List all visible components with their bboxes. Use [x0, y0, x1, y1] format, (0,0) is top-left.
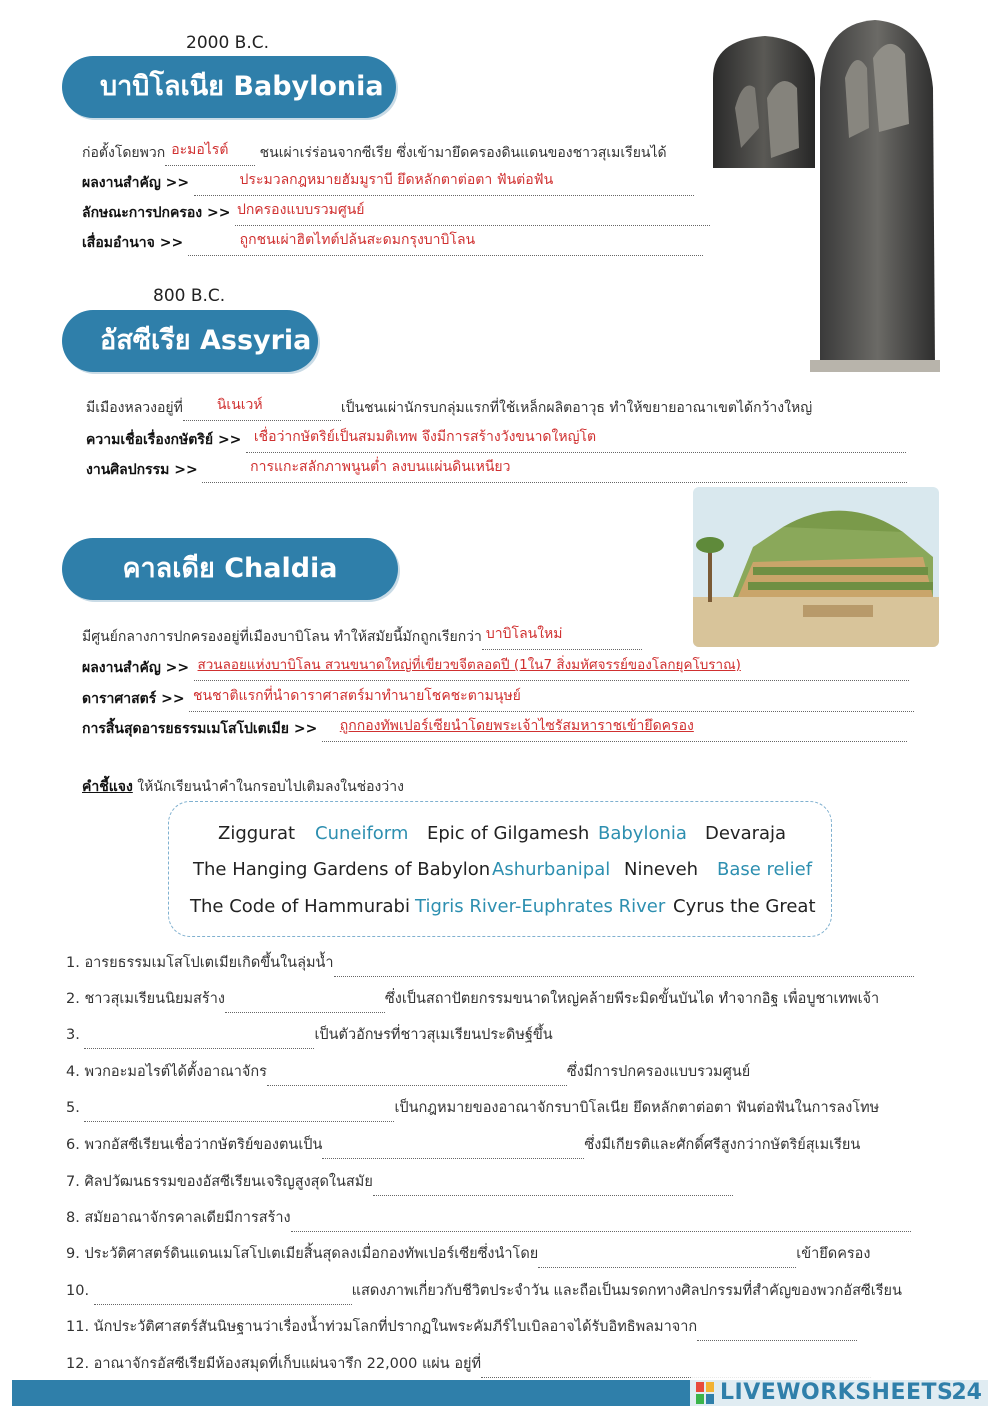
question-9-blank[interactable] — [538, 1251, 796, 1268]
word-bank-item: Ziggurat — [218, 823, 296, 844]
chaldia-center-blank — [482, 626, 642, 650]
liveworksheets-logo-icon — [696, 1382, 714, 1404]
question-number: 7. — [66, 1174, 80, 1190]
question-11 — [66, 1313, 857, 1341]
question-1-blank[interactable] — [334, 960, 914, 977]
question-10-blank[interactable] — [94, 1288, 352, 1305]
assyria-title: อัสซีเรีย Assyria — [62, 310, 318, 372]
chaldia-astro-label: ดาราศาสตร์ >> — [82, 691, 185, 707]
word-bank-item: Cyrus the Great — [673, 896, 816, 917]
assyria-capital-blank — [183, 397, 341, 421]
word-bank-item: The Code of Hammurabi — [190, 896, 410, 917]
word-bank-item: Epic of Gilgamesh — [427, 823, 590, 844]
assyria-belief-blank — [246, 429, 906, 453]
question-number: 4. — [66, 1064, 80, 1080]
question-text: พวกอะมอไรต์ได้ตั้งอาณาจักร — [84, 1064, 267, 1080]
chaldia-end-answer: ถูกกองทัพเปอร์เซียนำโดยพระเจ้าไซรัสมหาราชเข้ายึดครอง — [339, 718, 694, 734]
word-bank-item: Babylonia — [598, 823, 687, 844]
question-text: ชาวสุเมเรียนนิยมสร้าง — [84, 991, 225, 1007]
question-text: สมัยอาณาจักรคาลเดียมีการสร้าง — [84, 1210, 291, 1226]
question-12 — [66, 1350, 871, 1378]
question-number: 5. — [66, 1100, 80, 1116]
hanging-gardens-image — [693, 487, 939, 647]
question-9 — [66, 1240, 870, 1268]
word-bank-item: Tigris River-Euphrates River — [415, 896, 666, 917]
instructions-text: ให้นักเรียนนำคำในกรอบไปเติมลงในช่องว่าง — [137, 779, 404, 795]
question-text-after: ซึ่งมีเกียรติและศักดิ์ศรีสูงกว่ากษัตริย์สุเมเรียน — [584, 1137, 861, 1153]
footer-brand: LIVEWORKSHEETS — [720, 1380, 954, 1405]
question-4-blank[interactable] — [267, 1069, 567, 1086]
question-2-blank[interactable] — [225, 996, 385, 1013]
question-text-after: เป็นตัวอักษรที่ชาวสุเมเรียนประดิษฐ์ขึ้น — [314, 1027, 553, 1043]
instructions — [82, 774, 404, 800]
assyria-art-blank — [202, 459, 907, 483]
chaldia-center-label: มีศูนย์กลางการปกครองอยู่ที่เมืองบาบิโลน ทำให้สมัยนี้มักถูกเรียกว่า — [82, 629, 482, 645]
question-number: 9. — [66, 1246, 80, 1262]
question-3 — [66, 1021, 553, 1049]
question-text: อารยธรรมเมโสโปเตเมียเกิดขึ้นในลุ่มน้ำ — [84, 955, 334, 971]
babylonia-founder-blank — [165, 142, 255, 166]
question-number: 10. — [66, 1283, 90, 1299]
babylonia-decline-answer: ถูกชนเผ่าฮิตไทต์ปล้นสะดมกรุงบาบิโลน — [239, 232, 476, 248]
question-11-blank[interactable] — [697, 1324, 857, 1341]
question-text-after: ซึ่งเป็นสถาปัตยกรรมขนาดใหญ่คล้ายพีระมิดขั้นบันได ทำจากอิฐ เพื่อบูชาเทพเจ้า — [384, 991, 880, 1007]
chaldia-end-blank — [322, 718, 907, 742]
question-text: ประวัติศาสตร์ดินแดนเมโสโปเตเมียสิ้นสุดลงเมื่อกองทัพเปอร์เซียซึ่งนำโดย — [84, 1246, 539, 1262]
chaldia-astro-blank — [189, 688, 914, 712]
assyria-art-answer: การแกะสลักภาพนูนต่ำ ลงบนแผ่นดินเหนียว — [250, 459, 511, 475]
assyria-capital-desc: เป็นชนเผ่านักรบกลุ่มแรกที่ใช้เหล็กผลิตอาวุธ ทำให้ขยายอาณาเขตได้กว้างใหญ่ — [340, 400, 813, 416]
question-text-after: ซึ่งมีการปกครองแบบรวมศูนย์ — [566, 1064, 751, 1080]
babylonia-govern-label: ลักษณะการปกครอง >> — [82, 205, 231, 221]
footer-brand-badge — [690, 1376, 988, 1410]
babylonia-founder-label: ก่อตั้งโดยพวก — [82, 145, 166, 161]
question-6-blank[interactable] — [322, 1142, 584, 1159]
assyria-capital-label: มีเมืองหลวงอยู่ที่ — [86, 400, 183, 416]
page-number: 24 — [951, 1380, 982, 1405]
assyria-art-line — [86, 457, 907, 483]
question-5 — [66, 1094, 879, 1122]
question-text-after: เป็นกฎหมายของอาณาจักรบาบิโลเนีย ยึดหลักตาต่อตา ฟันต่อฟันในการลงโทษ — [394, 1100, 880, 1116]
question-number: 8. — [66, 1210, 80, 1226]
question-7-blank[interactable] — [373, 1179, 733, 1196]
question-number: 11. — [66, 1319, 90, 1335]
word-bank-item: Base relief — [717, 859, 813, 880]
assyria-capital-answer: นิเนเวห์ — [216, 397, 263, 413]
question-2 — [66, 985, 879, 1013]
question-7 — [66, 1168, 733, 1196]
babylonia-title: บาบิโลเนีย Babylonia — [62, 56, 396, 118]
assyria-belief-line — [86, 427, 906, 453]
question-number: 2. — [66, 991, 80, 1007]
question-text-after: เข้ายึดครอง — [796, 1246, 871, 1262]
assyria-belief-label: ความเชื่อเรื่องกษัตริย์ >> — [86, 432, 242, 448]
babylonia-decline-blank — [188, 232, 703, 256]
chaldia-end-label: การสิ้นสุดอารยธรรมเมโสโปเตเมีย >> — [82, 721, 318, 737]
chaldia-title: คาลเดีย Chaldia — [62, 538, 398, 600]
chaldia-works-blank — [194, 657, 909, 681]
instructions-label: คำชี้แจง — [82, 779, 133, 795]
word-bank-item: The Hanging Gardens of Babylon — [193, 859, 491, 880]
babylonia-works-blank — [194, 172, 694, 196]
babylonia-works-answer: ประมวลกฎหมายฮัมมูราบี ยึดหลักตาต่อตา ฟันต่อฟัน — [239, 172, 554, 188]
chaldia-astro-answer: ชนชาติแรกที่นำดาราศาสตร์มาทำนายโชคชะตามนุษย์ — [193, 688, 521, 704]
question-8-blank[interactable] — [291, 1215, 911, 1232]
assyria-belief-answer: เชื่อว่ากษัตริย์เป็นสมมติเทพ จึงมีการสร้างวังขนาดใหญ่โต — [253, 429, 597, 445]
question-text: นักประวัติศาสตร์สันนิษฐานว่าเรื่องน้ำท่วมโลกที่ปรากฏในพระคัมภีร์ไบเบิลอาจได้รับอิทธิพลมาจาก — [93, 1319, 698, 1335]
babylonia-works-label: ผลงานสำคัญ >> — [82, 175, 190, 191]
chaldia-works-answer: สวนลอยแห่งบาบิโลน สวนขนาดใหญ่ที่เขียวขจีตลอดปี (1ใน7 สิ่งมหัศจรรย์ของโลกยุคโบราณ) — [197, 657, 741, 673]
babylonia-founder-desc: ชนเผ่าเร่ร่อนจากซีเรีย ซึ่งเข้ามายึดครองดินแดนของชาวสุเมเรียนได้ — [259, 145, 667, 161]
word-bank-item: Cuneiform — [315, 823, 409, 844]
chaldia-astro-line — [82, 686, 914, 712]
babylonia-works-line — [82, 170, 694, 196]
babylonia-govern-blank — [235, 202, 710, 226]
chaldia-works-line — [82, 655, 909, 681]
babylonia-founder-answer: อะมอไรต์ — [171, 142, 229, 158]
chaldia-center-answer: บาบิโลนใหม่ — [485, 626, 563, 642]
hammurabi-stele-image — [705, 18, 945, 373]
chaldia-works-label: ผลงานสำคัญ >> — [82, 660, 190, 676]
question-text-after: แสดงภาพเกี่ยวกับชีวิตประจำวัน และถือเป็นมรดกทางศิลปกรรมที่สำคัญของพวกอัสซีเรียน — [351, 1283, 902, 1299]
babylonia-founder-line — [82, 140, 667, 166]
question-8 — [66, 1204, 911, 1232]
question-10 — [66, 1277, 902, 1305]
assyria-year: 800 B.C. — [153, 286, 226, 306]
chaldia-end-line — [82, 716, 907, 742]
word-bank-item: Ashurbanipal — [492, 859, 611, 880]
question-1 — [66, 949, 914, 977]
question-6 — [66, 1131, 860, 1159]
question-4 — [66, 1058, 750, 1086]
question-number: 6. — [66, 1137, 80, 1153]
question-text: อาณาจักรอัสซีเรียมีห้องสมุดที่เก็บแผ่นจารึก 22,000 แผ่น อยู่ที่ — [93, 1356, 482, 1372]
question-number: 12. — [66, 1356, 90, 1372]
word-bank-item: Devaraja — [705, 823, 787, 844]
question-number: 3. — [66, 1027, 80, 1043]
word-bank-item: Nineveh — [624, 859, 699, 880]
assyria-capital-line — [86, 395, 812, 421]
babylonia-decline-label: เสื่อมอำนาจ >> — [82, 235, 184, 251]
babylonia-govern-answer: ปกครองแบบรวมศูนย์ — [236, 202, 365, 218]
question-3-blank[interactable] — [84, 1032, 314, 1049]
babylonia-year: 2000 B.C. — [186, 33, 270, 53]
question-5-blank[interactable] — [84, 1105, 394, 1122]
question-text: ศิลปวัฒนธรรมของอัสซีเรียนเจริญสูงสุดในสมัย — [84, 1174, 373, 1190]
question-text: พวกอัสซีเรียนเชื่อว่ากษัตริย์ของตนเป็น — [84, 1137, 323, 1153]
assyria-art-label: งานศิลปกรรม >> — [86, 462, 198, 478]
question-number: 1. — [66, 955, 80, 971]
babylonia-govern-line — [82, 200, 710, 226]
chaldia-center-line — [82, 624, 642, 650]
babylonia-decline-line — [82, 230, 703, 256]
